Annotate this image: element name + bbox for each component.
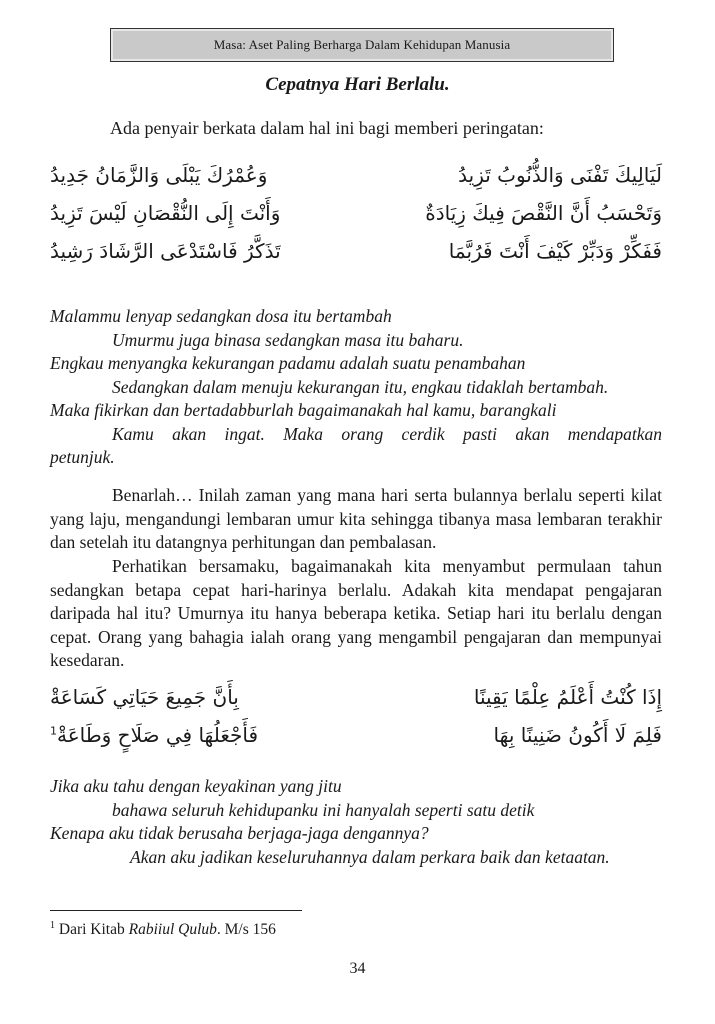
- translation-1: [50, 305, 662, 470]
- translation-line: Jika aku tahu dengan keyakinan yang jitu: [50, 776, 342, 796]
- footnote-prefix: Dari Kitab: [58, 921, 129, 939]
- translation-line: Engkau menyangka kekurangan padamu adalah suatu penambahan: [50, 353, 526, 373]
- body-paragraph-2: [50, 555, 662, 673]
- section-title: Cepatnya Hari Berlalu.: [265, 74, 450, 95]
- arabic-hemistich: وَتَحْسَبُ أَنَّ النَّقْصَ فِيكَ زِيَادَةٌ: [425, 201, 662, 225]
- arabic-hemistich: إِذَا كُنْتُ أَعْلَمُ عِلْمًا يَقِينًا: [473, 685, 662, 709]
- arabic-verse: [50, 156, 662, 194]
- arabic-hemistich: تَذَكَّرُ فَاسْتَدْعَى الرَّشَادَ رَشِيدُ: [50, 239, 281, 263]
- arabic-verse: [50, 678, 662, 716]
- arabic-hemistich-text: فَأَجْعَلُهَا فِي صَلَاحٍ وَطَاعَةْ: [57, 723, 259, 747]
- translation-line: Sedangkan dalam menuju kekurangan itu, engkau tidaklah bertambah.: [112, 376, 609, 397]
- arabic-hemistich: وَعُمْرُكَ يَبْلَى وَالزَّمَانُ جَدِيدُ: [50, 163, 268, 187]
- translation-line: petunjuk.: [50, 447, 115, 467]
- intro-text: Ada penyair berkata dalam hal ini bagi memberi peringatan:: [110, 118, 544, 138]
- translation-line: Akan aku jadikan keseluruhannya dalam perkara baik dan ketaatan.: [130, 846, 610, 867]
- arabic-verse: [50, 194, 662, 232]
- translation-line: bahawa seluruh kehidupanku ini hanyalah seperti satu detik: [112, 799, 535, 820]
- arabic-hemistich: بِأَنَّ جَمِيعَ حَيَاتِي كَسَاعَةْ: [50, 685, 239, 709]
- footnote-source: Rabiiul Qulub: [128, 921, 217, 939]
- footnote-marker: 1: [50, 724, 57, 738]
- arabic-hemistich: [50, 723, 258, 747]
- footnote-divider: [50, 910, 302, 911]
- translation-line: Umurmu juga binasa sedangkan masa itu baharu.: [112, 329, 464, 350]
- arabic-poem-1: [50, 156, 662, 270]
- chapter-header: [110, 28, 614, 62]
- footnote-number: 1: [50, 920, 55, 931]
- chapter-header-title: Masa: Aset Paling Berharga Dalam Kehidupan Manusia: [213, 37, 511, 52]
- translation-line: Kamu akan ingat. Maka orang cerdik pasti akan mendapatkan: [112, 423, 662, 444]
- arabic-hemistich: وَأَنْتَ إِلَى النُّقْصَانِ لَيْسَ تَزِيدُ: [50, 201, 281, 225]
- arabic-verse: [50, 232, 662, 270]
- translation-line: Maka fikirkan dan bertadabburlah bagaimanakah hal kamu, barangkali: [50, 400, 557, 420]
- paragraph-text: Perhatikan bersamaku, bagaimanakah kita menyambut permulaan tahun sedangkan betapa cepat hari-harinya berlalu. Adakah kita mendapat pengajaran daripada hal itu? Umurnya itu hanya beberapa ketika. Setiap hari itu berlalu dengan cepat. Orang yang bahagia ialah orang yang mengambil pengajaran dan mempunyai kesedaran.: [50, 556, 662, 670]
- body-paragraph-1: [50, 484, 662, 555]
- paragraph-text: Benarlah… Inilah zaman yang mana hari serta bulannya berlalu seperti kilat yang laju, mengandungi lembaran umur kita sehingga tibanya masa lembaran terakhir dan setelah itu datangnya perhitungan dan pembalasan.: [50, 485, 662, 552]
- translation-2: [50, 775, 662, 869]
- page-number: 34: [349, 960, 366, 977]
- arabic-poem-2: [50, 678, 662, 754]
- translation-line: Kenapa aku tidak berusaha berjaga-jaga dengannya?: [50, 823, 429, 843]
- translation-line: Malammu lenyap sedangkan dosa itu bertambah: [50, 306, 392, 326]
- footnote: [50, 920, 276, 939]
- footnote-suffix: . M/s 156: [216, 921, 276, 939]
- arabic-hemistich: لَيَالِيكَ تَفْنَى وَالذُّنُوبُ تَزِيدُ: [458, 163, 662, 187]
- arabic-hemistich: فَلِمَ لَا أَكُونُ ضَنِينًا بِهَا: [493, 723, 662, 747]
- arabic-verse: [50, 716, 662, 754]
- arabic-hemistich: فَفَكِّرْ وَدَبِّرْ كَيْفَ أَنْتَ فَرُبَّمَا: [448, 239, 662, 263]
